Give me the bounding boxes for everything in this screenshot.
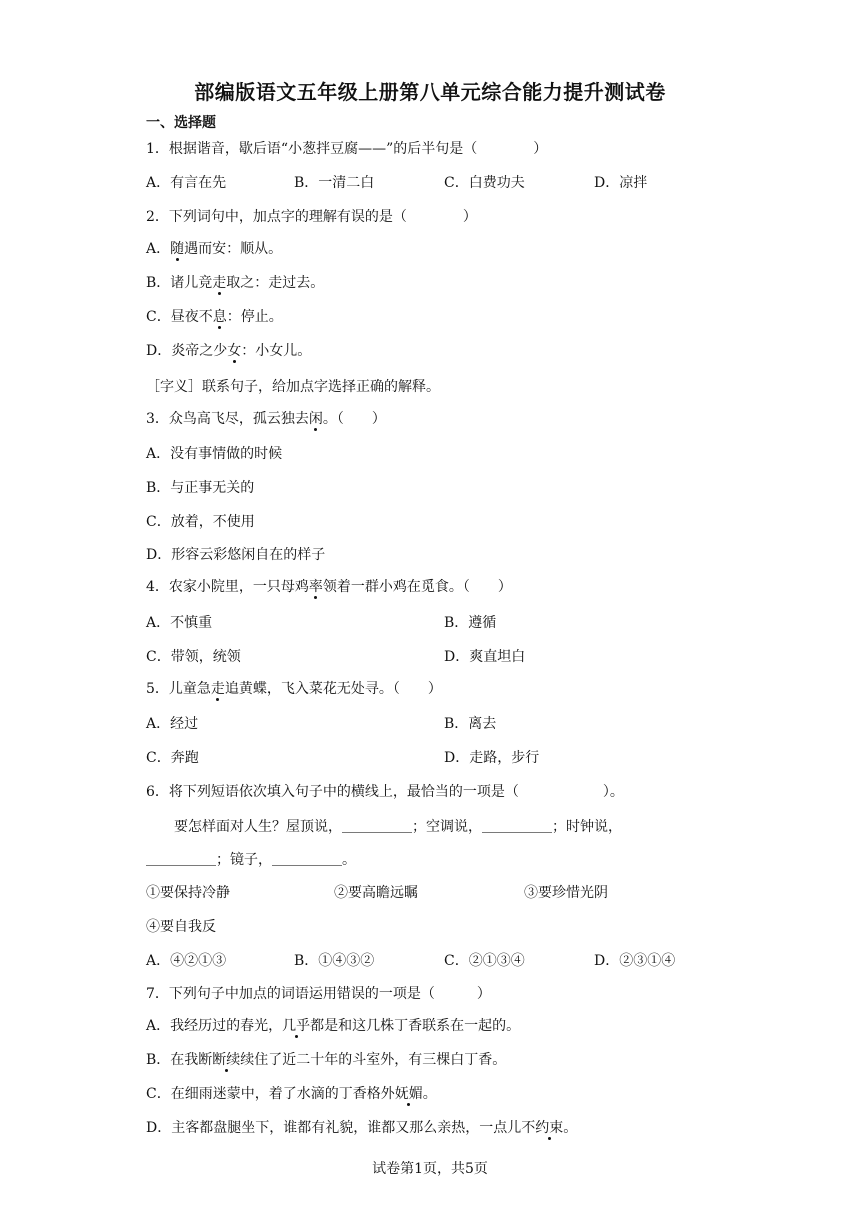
q1-option-a: A．有言在先: [146, 175, 227, 191]
emphasis-dot-char: 率: [308, 579, 323, 595]
q6-sentence-line-2: ＿＿＿＿＿；镜子，＿＿＿＿＿。: [146, 852, 356, 868]
question-3-stem: 3．众鸟高飞尽，孤云独去闲。（ ）: [146, 411, 386, 427]
question-6-stem: 6．将下列短语依次填入句子中的横线上，最恰当的一项是（ ）。: [146, 784, 624, 800]
q2-option-c: C．昼夜不息：停止。: [146, 309, 283, 325]
q6-phrase-4: ④要自我反: [146, 919, 216, 935]
q3-option-d: D．形容云彩悠闲自在的样子: [146, 547, 326, 563]
emphasis-dot-word: 约束: [535, 1120, 564, 1136]
q4-option-c: C．带领，统领: [146, 649, 241, 665]
emphasis-dot-char: 走: [212, 275, 227, 291]
q4-option-a: A．不慎重: [146, 615, 213, 631]
instruction-note: ［字义］联系句子，给加点字选择正确的解释。: [146, 379, 440, 395]
q7-option-d: D．主客都盘腿坐下，谁都有礼貌，谁都又那么亲热，一点儿不约束。: [146, 1120, 578, 1136]
question-5-stem: 5．儿童急走追黄蝶，飞入菜花无处寻。（ ）: [146, 681, 442, 697]
emphasis-dot-word: 妩媚: [394, 1086, 423, 1102]
q1-option-c: C．白费功夫: [444, 175, 525, 191]
q6-option-c: C．②①③④: [444, 953, 525, 969]
q5-option-a: A．经过: [146, 716, 199, 732]
q2-option-a: A．随遇而安：顺从。: [146, 241, 283, 257]
q6-sentence-line-1: 要怎样面对人生？屋顶说，＿＿＿＿＿；空调说，＿＿＿＿＿；时钟说，: [174, 819, 622, 835]
q6-option-a: A．④②①③: [146, 953, 227, 969]
q5-option-c: C．奔跑: [146, 750, 199, 766]
q2-option-d: D．炎帝之少女：小女儿。: [146, 343, 312, 359]
question-1-stem: 1．根据谐音，歇后语“小葱拌豆腐——”的后半句是（ ）: [146, 141, 548, 157]
q1-option-d: D．凉拌: [594, 175, 648, 191]
emphasis-dot-char: 闲: [308, 411, 323, 427]
q6-option-b: B．①④③②: [294, 953, 375, 969]
q3-option-c: C．放着，不使用: [146, 514, 255, 530]
q5-option-b: B．离去: [444, 716, 497, 732]
q6-phrase-3: ③要珍惜光阴: [524, 885, 608, 901]
q3-option-a: A．没有事情做的时候: [146, 446, 283, 462]
emphasis-dot-word: 断断续续: [198, 1052, 255, 1068]
page-title: 部编版语文五年级上册第八单元综合能力提升测试卷: [194, 80, 666, 104]
q5-option-d: D．走路，步行: [444, 750, 540, 766]
emphasis-dot-char: 随: [170, 241, 185, 257]
emphasis-dot-word: 几乎: [282, 1018, 311, 1034]
q2-option-b: B．诸儿竞走取之：走过去。: [146, 275, 325, 291]
q6-phrase-2: ②要高瞻远瞩: [334, 885, 418, 901]
emphasis-dot-char: 息: [212, 309, 227, 325]
question-4-stem: 4．农家小院里，一只母鸡率领着一群小鸡在觅食。（ ）: [146, 579, 512, 595]
q6-option-d: D．②③①④: [594, 953, 676, 969]
emphasis-dot-char: 女: [227, 343, 242, 359]
q6-phrase-1: ①要保持冷静: [146, 885, 230, 901]
q4-option-b: B．遵循: [444, 615, 497, 631]
q7-option-a: A．我经历过的春光，几乎都是和这几株丁香联系在一起的。: [146, 1018, 521, 1034]
q1-option-b: B．一清二白: [294, 175, 375, 191]
question-7-stem: 7．下列句子中加点的词语运用错误的一项是（ ）: [146, 986, 491, 1002]
emphasis-dot-char: 走: [210, 681, 225, 697]
q7-option-b: B．在我断断续续住了近二十年的斗室外，有三棵白丁香。: [146, 1052, 507, 1068]
q4-option-d: D．爽直坦白: [444, 649, 526, 665]
question-2-stem: 2．下列词句中，加点字的理解有误的是（ ）: [146, 209, 477, 225]
page-footer: 试卷第1页，共5页: [372, 1161, 488, 1177]
q7-option-c: C．在细雨迷蒙中，着了水滴的丁香格外妩媚。: [146, 1086, 437, 1102]
q3-option-b: B．与正事无关的: [146, 480, 255, 496]
section-heading: 一、选择题: [146, 115, 216, 131]
